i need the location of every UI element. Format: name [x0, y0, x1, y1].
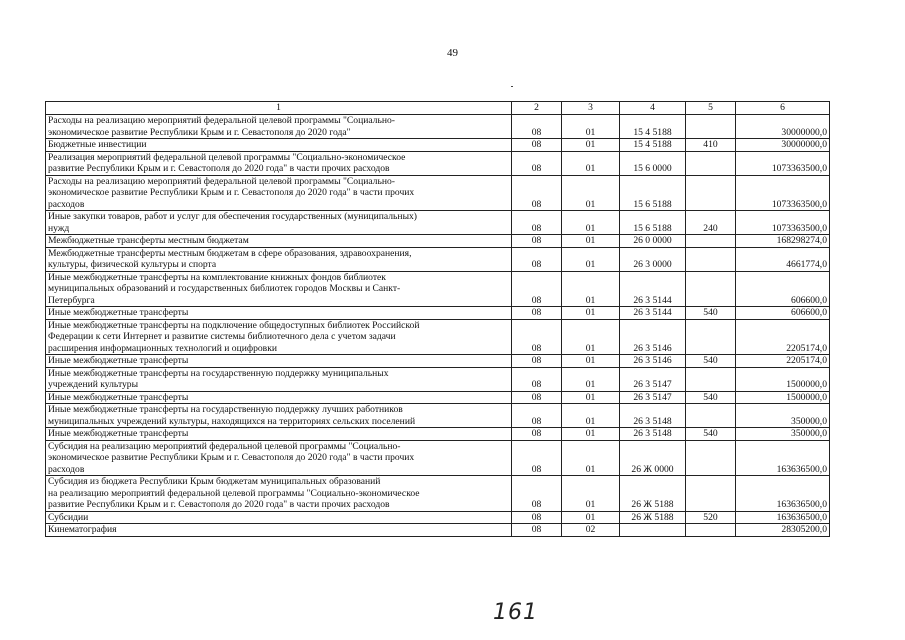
cell-desc: Субсидии — [46, 511, 512, 524]
table-row — [46, 235, 830, 248]
cell-desc: Межбюджетные трансферты местным бюджетам — [46, 235, 512, 248]
cell-rz: 08 — [512, 391, 562, 404]
cell-desc: Реализация мероприятий федеральной целевой программы "Социально-экономическое развитие Республики Крым и г. Севастополя до 2020 года" в части прочих расходов — [46, 151, 512, 175]
table-row — [46, 247, 830, 271]
cell-vr — [686, 175, 736, 211]
cell-desc: Иные межбюджетные трансферты — [46, 391, 512, 404]
table-row — [46, 271, 830, 307]
cell-desc: Иные межбюджетные трансферты — [46, 428, 512, 441]
cell-sum: 606600,0 — [736, 307, 830, 320]
table-row — [46, 524, 830, 537]
cell-vr: 520 — [686, 511, 736, 524]
table-row — [46, 115, 830, 139]
cell-rz: 08 — [512, 271, 562, 307]
cell-csr: 26 3 5144 — [620, 271, 686, 307]
table-row — [46, 404, 830, 428]
cell-pr: 01 — [562, 367, 620, 391]
table-row — [46, 151, 830, 175]
cell-sum: 4661774,0 — [736, 247, 830, 271]
cell-desc: Иные межбюджетные трансферты на государственную поддержку лучших работников муниципальных учреждений культуры, находящихся на территориях сельских поселений — [46, 404, 512, 428]
cell-sum: 30000000,0 — [736, 115, 830, 139]
cell-pr: 01 — [562, 235, 620, 248]
cell-pr: 01 — [562, 115, 620, 139]
cell-sum: 1073363500,0 — [736, 151, 830, 175]
cell-csr: 26 3 5148 — [620, 428, 686, 441]
cell-csr: 26 3 5147 — [620, 367, 686, 391]
table-row — [46, 211, 830, 235]
cell-rz: 08 — [512, 319, 562, 355]
cell-vr — [686, 319, 736, 355]
cell-desc: Кинематография — [46, 524, 512, 537]
cell-rz: 08 — [512, 211, 562, 235]
cell-rz: 08 — [512, 175, 562, 211]
cell-desc: Иные межбюджетные трансферты на государственную поддержку муниципальных учреждений культуры — [46, 367, 512, 391]
cell-sum: 1500000,0 — [736, 391, 830, 404]
cell-pr: 01 — [562, 151, 620, 175]
cell-csr: 26 Ж 5188 — [620, 476, 686, 512]
cell-sum: 163636500,0 — [736, 511, 830, 524]
cell-pr: 01 — [562, 139, 620, 152]
table-row — [46, 139, 830, 152]
cell-desc: Иные межбюджетные трансферты — [46, 355, 512, 368]
cell-sum: 2205174,0 — [736, 355, 830, 368]
cell-csr: 26 Ж 0000 — [620, 440, 686, 476]
table-row — [46, 175, 830, 211]
cell-rz: 08 — [512, 440, 562, 476]
cell-pr: 01 — [562, 307, 620, 320]
cell-pr: 01 — [562, 391, 620, 404]
cell-sum: 168298274,0 — [736, 235, 830, 248]
cell-pr: 01 — [562, 476, 620, 512]
header-row — [46, 102, 830, 115]
column-header: 4 — [620, 102, 686, 115]
cell-sum: 1500000,0 — [736, 367, 830, 391]
cell-sum: 163636500,0 — [736, 440, 830, 476]
cell-rz: 08 — [512, 367, 562, 391]
table-row — [46, 355, 830, 368]
cell-rz: 08 — [512, 151, 562, 175]
cell-csr: 26 3 0000 — [620, 247, 686, 271]
cell-rz: 08 — [512, 307, 562, 320]
cell-vr — [686, 271, 736, 307]
cell-pr: 01 — [562, 319, 620, 355]
cell-csr: 26 Ж 5188 — [620, 511, 686, 524]
cell-pr: 01 — [562, 404, 620, 428]
cell-sum: 1073363500,0 — [736, 211, 830, 235]
cell-vr: 540 — [686, 355, 736, 368]
table-body — [46, 115, 830, 537]
cell-vr: 540 — [686, 307, 736, 320]
cell-csr: 26 0 0000 — [620, 235, 686, 248]
cell-sum: 2205174,0 — [736, 319, 830, 355]
cell-desc: Расходы на реализацию мероприятий федеральной целевой программы "Социально- экономическое развитие Республики Крым и г. Севастополя до 2020 года" — [46, 115, 512, 139]
column-header: 6 — [736, 102, 830, 115]
cell-pr: 01 — [562, 175, 620, 211]
cell-pr: 01 — [562, 440, 620, 476]
cell-rz: 08 — [512, 511, 562, 524]
cell-csr: 26 3 5148 — [620, 404, 686, 428]
cell-rz: 08 — [512, 139, 562, 152]
cell-csr: 15 4 5188 — [620, 115, 686, 139]
cell-desc: Иные межбюджетные трансферты на подключение общедоступных библиотек Российской Федерации к сети Интернет и развитие системы библиотечного дела с учетом задачи расширения информационных технологий и оцифровки — [46, 319, 512, 355]
table-row — [46, 367, 830, 391]
cell-vr — [686, 367, 736, 391]
cell-rz: 08 — [512, 524, 562, 537]
cell-csr: 15 6 5188 — [620, 175, 686, 211]
cell-pr: 01 — [562, 211, 620, 235]
cell-rz: 08 — [512, 476, 562, 512]
cell-desc: Субсидия на реализацию мероприятий федеральной целевой программы "Социально- экономическое развитие Республики Крым и г. Севастополя до 2020 года" в части прочих расходов — [46, 440, 512, 476]
cell-vr: 540 — [686, 428, 736, 441]
cell-csr: 15 6 5188 — [620, 211, 686, 235]
table-row — [46, 307, 830, 320]
handwritten-page-mark: 161 — [493, 600, 538, 625]
table-row — [46, 428, 830, 441]
cell-vr — [686, 235, 736, 248]
cell-desc: Иные межбюджетные трансферты — [46, 307, 512, 320]
cell-csr — [620, 524, 686, 537]
table-row — [46, 319, 830, 355]
cell-vr — [686, 440, 736, 476]
cell-pr: 01 — [562, 428, 620, 441]
cell-pr: 01 — [562, 511, 620, 524]
cell-csr: 26 3 5146 — [620, 319, 686, 355]
cell-csr: 26 3 5147 — [620, 391, 686, 404]
column-header: 3 — [562, 102, 620, 115]
table-row — [46, 391, 830, 404]
cell-csr: 15 6 0000 — [620, 151, 686, 175]
cell-csr: 26 3 5144 — [620, 307, 686, 320]
cell-vr — [686, 247, 736, 271]
budget-table — [45, 101, 830, 537]
cell-desc: Межбюджетные трансферты местным бюджетам в сфере образования, здравоохранения, культуры, физической культуры и спорта — [46, 247, 512, 271]
cell-desc: Расходы на реализацию мероприятий федеральной целевой программы "Социально- экономическое развитие Республики Крым и г. Севастополя до 2020 года" в части прочих расходов — [46, 175, 512, 211]
cell-rz: 08 — [512, 247, 562, 271]
cell-sum: 163636500,0 — [736, 476, 830, 512]
cell-pr: 02 — [562, 524, 620, 537]
cell-desc: Иные межбюджетные трансферты на комплектование книжных фондов библиотек муниципальных образований и государственных библиотек городов Москвы и Санкт- Петербурга — [46, 271, 512, 307]
cell-sum: 350000,0 — [736, 404, 830, 428]
cell-csr: 26 3 5146 — [620, 355, 686, 368]
cell-rz: 08 — [512, 115, 562, 139]
cell-desc: Иные закупки товаров, работ и услуг для обеспечения государственных (муниципальных) нужд — [46, 211, 512, 235]
column-header: 5 — [686, 102, 736, 115]
cell-sum: 30000000,0 — [736, 139, 830, 152]
cell-csr: 15 4 5188 — [620, 139, 686, 152]
cell-vr — [686, 115, 736, 139]
table-row — [46, 476, 830, 512]
cell-vr — [686, 151, 736, 175]
cell-sum: 350000,0 — [736, 428, 830, 441]
cell-vr — [686, 404, 736, 428]
cell-desc: Субсидия из бюджета Республики Крым бюджетам муниципальных образований на реализацию мероприятий федеральной целевой программы "Социально-экономическое развитие Республики Крым и г. Севастополя до 2020 года" в части прочих расходов — [46, 476, 512, 512]
cell-vr: 540 — [686, 391, 736, 404]
cell-sum: 606600,0 — [736, 271, 830, 307]
cell-rz: 08 — [512, 428, 562, 441]
cell-desc: Бюджетные инвестиции — [46, 139, 512, 152]
scan-speck — [511, 86, 513, 87]
cell-sum: 28305200,0 — [736, 524, 830, 537]
cell-rz: 08 — [512, 355, 562, 368]
cell-pr: 01 — [562, 271, 620, 307]
cell-pr: 01 — [562, 355, 620, 368]
cell-rz: 08 — [512, 404, 562, 428]
page-number: 49 — [447, 47, 458, 59]
column-header: 2 — [512, 102, 562, 115]
table-row — [46, 440, 830, 476]
cell-pr: 01 — [562, 247, 620, 271]
column-header: 1 — [46, 102, 512, 115]
cell-vr — [686, 476, 736, 512]
table-row — [46, 511, 830, 524]
cell-rz: 08 — [512, 235, 562, 248]
cell-vr — [686, 524, 736, 537]
cell-sum: 1073363500,0 — [736, 175, 830, 211]
cell-vr: 240 — [686, 211, 736, 235]
cell-vr: 410 — [686, 139, 736, 152]
